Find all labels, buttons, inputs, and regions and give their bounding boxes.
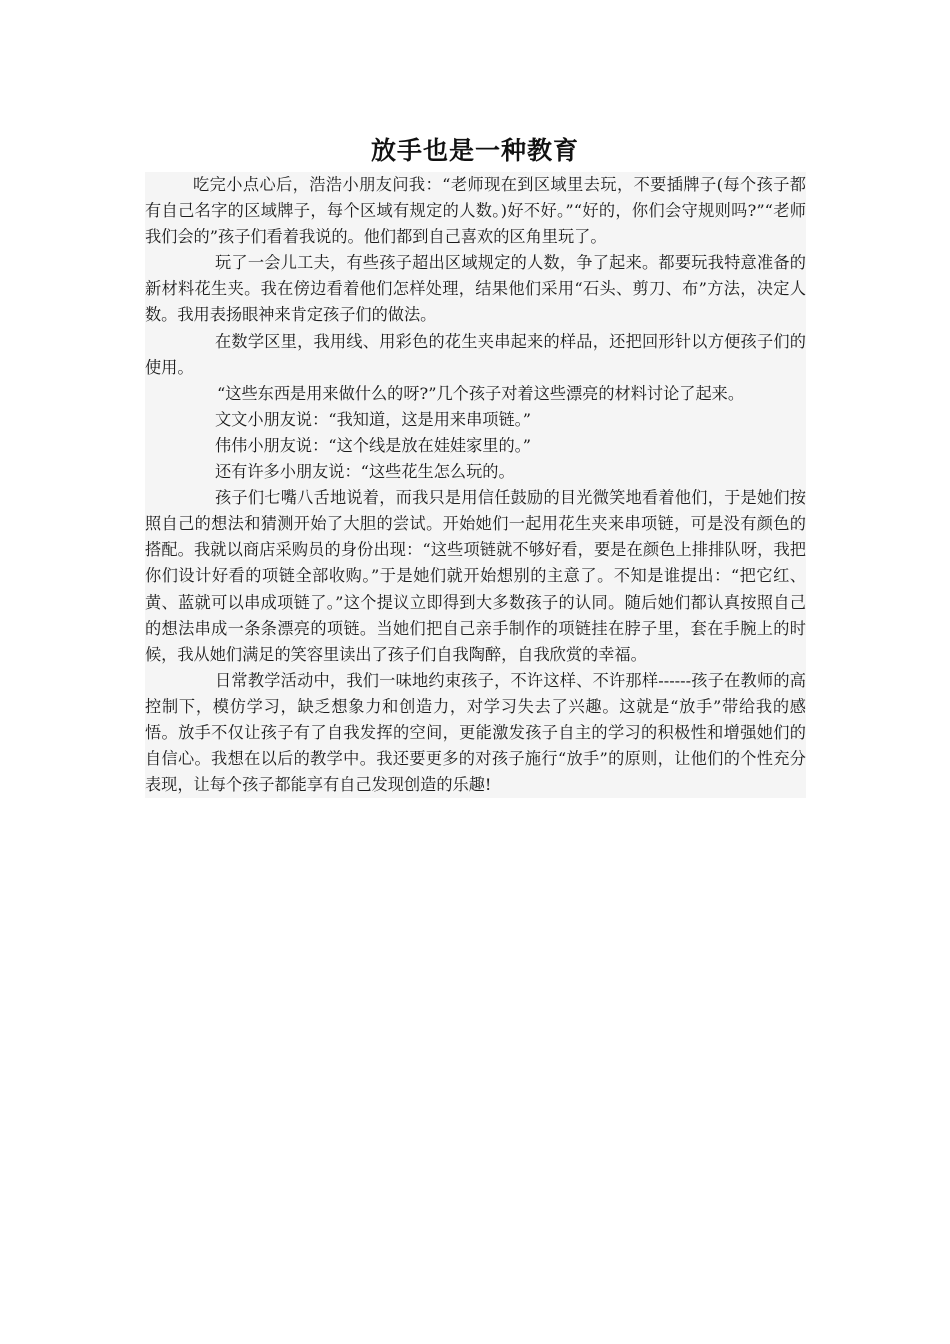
paragraph-1: 吃完小点心后，浩浩小朋友问我：“老师现在到区域里去玩，不要插牌子(每个孩子都有自己名字的区域牌子，每个区域有规定的人数。)好不好。”“好的，你们会守规则吗?”“老师我们会的”孩子们看着我说的。他们都到自己喜欢的区角里玩了。 [145,175,806,247]
document-title: 放手也是一种教育 [370,136,579,165]
paragraph-7: 还有许多小朋友说：“这些花生怎么玩的。 [215,462,515,482]
paragraph-4: “这些东西是用来做什么的呀?”几个孩子对着这些漂亮的材料讨论了起来。 [217,383,745,403]
paragraph-5: 文文小朋友说：“我知道，这是用来串项链。” [215,409,532,429]
paragraph-8: 孩子们七嘴八舌地说着，而我只是用信任鼓励的目光微笑地看着他们，于是她们按照自己的想法和猜测开始了大胆的尝试。开始她们一起用花生夹来串项链，可是没有颜色的搭配。我就以商店采购员的身份出现：“这些项链就不够好看，要是在颜色上排排队呀，我把你们设计好看的项链全部收购。”于是她们就开始想别的主意了。不知是谁提出：“把它红、黄、蓝就可以串成项链了。”这个提议立即得到大多数孩子的认同。随后她们都认真按照自己的想法串成一条条漂亮的项链。当她们把自己亲手制作的项链挂在脖子里，套在手腕上的时候，我从她们满足的笑容里读出了孩子们自我陶醉，自我欣赏的幸福。 [145,488,806,664]
paragraph-9: 日常教学活动中，我们一味地约束孩子，不许这样、不许那样------孩子在教师的高控制下，模仿学习，缺乏想象力和创造力，对学习失去了兴趣。这就是“放手”带给我的感悟。放手不仅让孩子有了自我发挥的空间，更能激发孩子自主的学习的积极性和增强她们的自信心。我想在以后的教学中。我还要更多的对孩子施行“放手”的原则，让他们的个性充分表现，让每个孩子都能享有自己发现创造的乐趣! [145,670,806,795]
paragraph-3: 在数学区里，我用线、用彩色的花生夹串起来的样品，还把回形针以方便孩子们的使用。 [145,331,806,377]
document-body [145,172,806,798]
paragraph-2: 玩了一会儿工夫，有些孩子超出区域规定的人数，争了起来。都要玩我特意准备的新材料花生夹。我在傍边看着他们怎样处理，结果他们采用“石头、剪刀、布”方法，决定人数。我用表扬眼神来肯定孩子们的做法。 [145,253,806,325]
paragraph-6: 伟伟小朋友说：“这个线是放在娃娃家里的。” [215,435,532,455]
